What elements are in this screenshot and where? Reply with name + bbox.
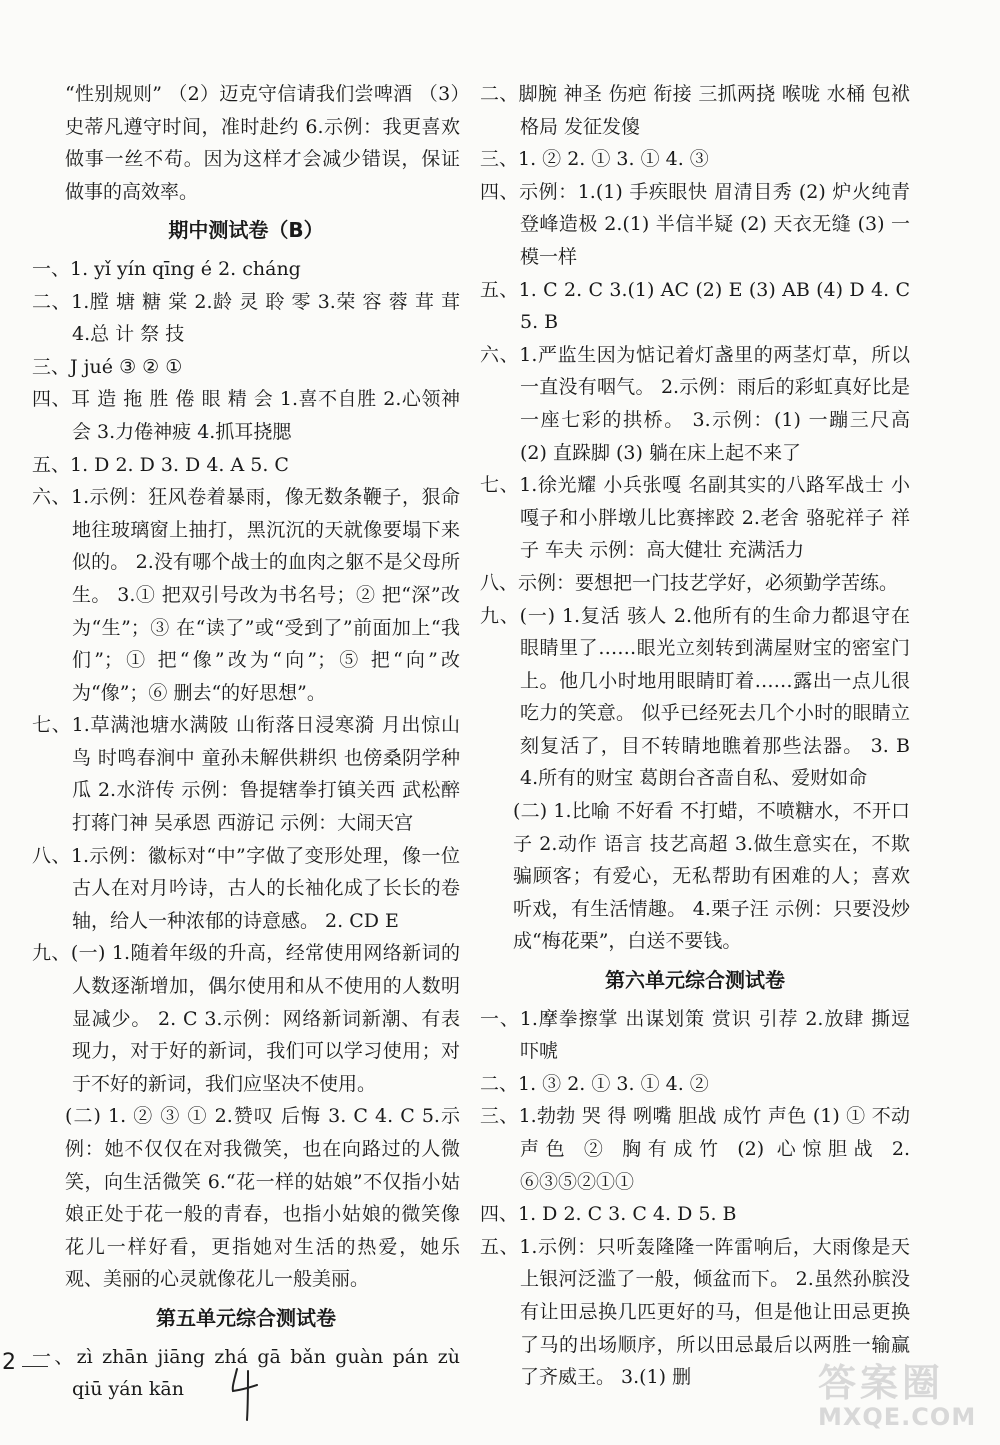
answer-paragraph: 二、脚腕 神圣 伤疤 衔接 三抓两挠 喉咙 水桶 包袱 格局 发征发傻 xyxy=(480,83,910,138)
section-heading: 第六单元综合测试卷 xyxy=(605,968,785,993)
answer-paragraph: 二、1. ③ 2. ① 3. ① 4. ② xyxy=(480,1072,709,1095)
answer-paragraph: 一、1.摩拳擦掌 出谋划策 赏识 引荐 2.放肆 撕逗 吓唬 xyxy=(480,1007,910,1063)
answer-paragraph: 四、1. D 2. C 3. C 4. D 5. B xyxy=(480,1203,737,1226)
answer-paragraph: 三、1. ② 2. ① 3. ① 4. ③ xyxy=(480,148,709,171)
answer-paragraph: “性别规则” （2）迈克守信请我们尝啤酒 （3）史蒂凡遵守时间，准时赴约 6.示例：我更喜欢做事一丝不苟。因为这样才会减少错误，保证做事的高效率。 xyxy=(65,83,460,203)
answer-paragraph: 九、(一) 1.复活 骇人 2.他所有的生命力都退守在眼睛里了……眼光立刻转到满屋财宝的密室门上。他几小时地用眼睛盯着……露出一点儿很吃力的笑意。 似乎已经死去几个小时的眼睛立刻复活了，目不转睛地瞧着那些法器。 3. B 4.所有的财宝 葛朗台吝啬自私、爱财如命 xyxy=(480,604,910,790)
answer-paragraph: 五、1. D 2. D 3. D 4. A 5. C xyxy=(32,453,289,476)
handwritten-mark xyxy=(228,1365,262,1423)
answer-paragraph: (二) 1. ② ③ ① 2.赞叹 后悔 3. C 4. C 5.示例：她不仅仅在对我微笑，也在向路过的人微笑，向生活微笑 6.“花一样的姑娘”不仅指小姑娘正处于花一般的青春，也指小姑娘的微笑像花儿一样好看，更指她对生活的热爱，她乐观、美丽的心灵就像花儿一般美丽。 xyxy=(65,1105,460,1291)
answer-paragraph: 六、1.严监生因为惦记着灯盏里的两茎灯草，所以一直没有咽气。 2.示例：雨后的彩虹真好比是一座七彩的拱桥。 3.示例：(1) 一蹦三尺高 (2) 直跺脚 (3) 躺在床上起不来了 xyxy=(480,343,910,464)
answer-paragraph: 五、1.示例：只听轰隆隆一阵雷响后，大雨像是天上银河泛滥了一般，倾盆而下。 2.虽然孙膑没有让田忌换几匹更好的马，但是他让田忌更换了马的出场顺序，所以田忌最后以两胜一输赢了齐威王。 3.(1) 删 xyxy=(480,1235,910,1389)
section-heading: 第五单元综合测试卷 xyxy=(156,1305,336,1330)
answer-paragraph: 一、1. yǐ yín qīng é 2. cháng xyxy=(32,257,301,280)
answer-paragraph: 九、(一) 1.随着年级的升高，经常使用网络新词的人数逐渐增加，偶尔使用和从不使用的人数明显减少。 2. C 3.示例：网络新词新潮、有表现力，对于好的新词，我们可以学习使用；对于不好的新词，我们应坚决不使用。 xyxy=(32,942,460,1095)
answer-paragraph: (二) 1.比喻 不好看 不打蜡，不喷糖水，不开口子 2.动作 语言 技艺高超 3.做生意实在，不欺骗顾客；有爱心，无私帮助有困难的人；喜欢听戏，有生活情趣。 4.栗子汪 示例：只要没炒成“梅花栗”，白送不要钱。 xyxy=(513,800,910,953)
answer-paragraph: 五、1. C 2. C 3.(1) AC (2) E (3) AB (4) D 4. C 5. B xyxy=(480,278,910,334)
watermark-url: MXQE.COM xyxy=(818,1403,977,1431)
answer-paragraph: 六、1.示例：狂风卷着暴雨，像无数条鞭子，狠命地往玻璃窗上抽打，黑沉沉的天就像要塌下来似的。 2.没有哪个战士的血肉之躯不是父母所生。 3.① 把双引号改为书名号；② 把“深”改为“生”；③ 在“读了”或“受到了”前面加上“我们”；① 把“像”改为“向”；⑤ 把“向”改为“像”；⑥ 删去“的好思想”。 xyxy=(32,486,460,704)
answer-paragraph: 四、示例：1.(1) 手疾眼快 眉清目秀 (2) 炉火纯青 登峰造极 2.(1) 半信半疑 (2) 天衣无缝 (3) 一模一样 xyxy=(480,180,910,268)
page-number-rule xyxy=(22,1366,48,1367)
page-number: 2 xyxy=(2,1350,16,1375)
watermark-text: 答案圈 xyxy=(818,1361,945,1405)
left-column xyxy=(32,78,460,1406)
right-column xyxy=(480,78,910,1394)
answer-paragraph: 七、1.徐光耀 小兵张嘎 名副其实的八路军战士 小嘎子和小胖墩儿比赛摔跤 2.老舍 骆驼祥子 祥子 车夫 示例：高大健壮 充满活力 xyxy=(480,474,910,562)
watermark-logo xyxy=(818,1352,996,1438)
answer-paragraph: 一、zì zhān jiāng zhá gā bǎn guàn pán zù qiū yán kān xyxy=(32,1345,460,1401)
section-heading: 期中测试卷（B） xyxy=(168,218,324,243)
answer-paragraph: 八、示例：要想把一门技艺学好，必须勤学苦练。 xyxy=(480,571,899,594)
answer-paragraph: 四、耳 造 拖 胜 倦 眼 精 会 1.喜不自胜 2.心领神会 3.力倦神疲 4.抓耳挠腮 xyxy=(32,388,460,443)
answer-paragraph: 二、1.膛 塘 糖 棠 2.龄 灵 聆 零 3.荣 容 蓉 茸 茸 4.总 计 祭 技 xyxy=(32,290,460,346)
answer-paragraph: 三、1.勃勃 哭 得 咧嘴 胆战 成竹 声色 (1) ① 不动声色 ② 胸有成竹 (2) 心惊胆战 2. ⑥③⑤②①① xyxy=(480,1105,910,1193)
answer-paragraph: 八、1.示例：徽标对“中”字做了变形处理，像一位古人在对月吟诗，古人的长袖化成了长长的卷轴，给人一种浓郁的诗意感。 2. CD E xyxy=(32,844,460,932)
answer-paragraph: 三、J jué ③ ② ① xyxy=(32,355,183,378)
answer-paragraph: 七、1.草满池塘水满陂 山衔落日浸寒漪 月出惊山鸟 时鸣春涧中 童孙未解供耕织 也傍桑阴学种瓜 2.水浒传 示例：鲁提辖拳打镇关西 武松醉打蒋门神 吴承恩 西游记 示例：大闹天宫 xyxy=(32,714,460,835)
